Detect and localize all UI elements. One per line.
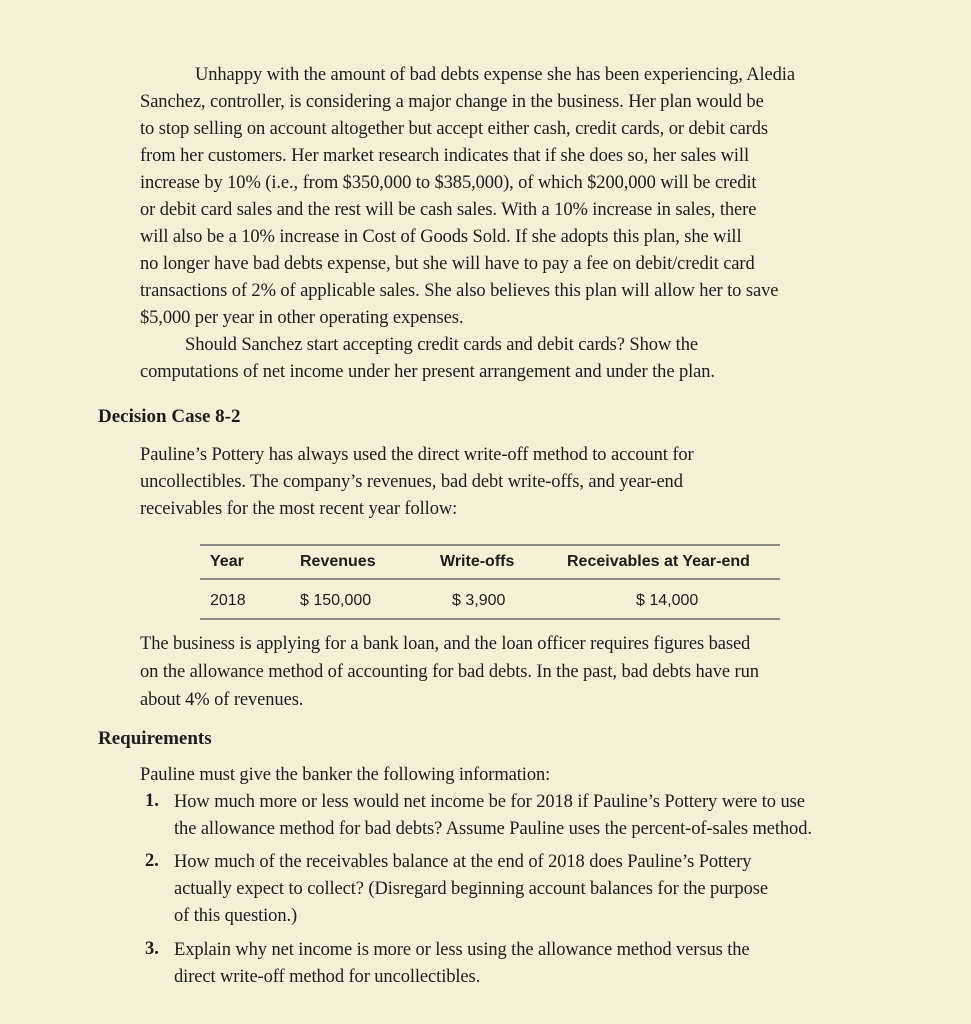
table-cell: $ 150,000 [300,592,372,609]
requirements-intro: Pauline must give the banker the following information: [140,765,551,785]
text-line: no longer have bad debts expense, but she will have to pay a fee on debit/credit card [140,254,755,274]
text-line: transactions of 2% of applicable sales. She also believes this plan will allow her to save [140,281,779,301]
item-number: 2. [145,851,159,871]
text-line: will also be a 10% increase in Cost of Goods Sold. If she adopts this plan, she will [140,227,742,247]
table-header: Year [210,553,244,570]
text-line: $5,000 per year in other operating expenses. [140,308,464,328]
table-header: Revenues [300,553,376,570]
text-line: or debit card sales and the rest will be cash sales. With a 10% increase in sales, there [140,200,757,220]
table-cell: $ 3,900 [452,592,506,609]
text-line: actually expect to collect? (Disregard beginning account balances for the purpose [174,879,768,899]
text-line: Should Sanchez start accepting credit cards and debit cards? Show the [185,335,698,355]
text-line: How much more or less would net income be for 2018 if Pauline’s Pottery were to use [174,792,805,812]
text-line: from her customers. Her market research indicates that if she does so, her sales will [140,146,749,166]
text-line: uncollectibles. The company’s revenues, bad debt write-offs, and year-end [140,472,683,492]
table-cell: $ 14,000 [636,592,699,609]
text-line: Unhappy with the amount of bad debts expense she has been experiencing, Aledia [195,65,795,85]
text-line: to stop selling on account altogether but accept either cash, credit cards, or debit cards [140,119,768,139]
text-line: How much of the receivables balance at the end of 2018 does Pauline’s Pottery [174,852,752,872]
table-header: Receivables at Year-end [567,553,750,570]
text-line: Explain why net income is more or less using the allowance method versus the [174,940,750,960]
text-line: of this question.) [174,906,298,926]
text-line: Pauline’s Pottery has always used the direct write-off method to account for [140,445,694,465]
data-table [200,544,780,620]
item-number: 3. [145,939,159,959]
requirements-heading: Requirements [98,728,212,749]
item-number: 1. [145,791,159,811]
text-line: The business is applying for a bank loan, and the loan officer requires figures based [140,634,751,654]
table-cell: 2018 [210,592,246,609]
case-heading: Decision Case 8-2 [98,406,241,427]
text-line: computations of net income under her present arrangement and under the plan. [140,362,715,382]
text-line: receivables for the most recent year follow: [140,499,458,519]
text-line: the allowance method for bad debts? Assume Pauline uses the percent-of-sales method. [174,819,812,839]
text-line: about 4% of revenues. [140,690,304,710]
text-line: on the allowance method of accounting for bad debts. In the past, bad debts have run [140,662,759,682]
table-header: Write-offs [440,553,515,570]
text-line: Sanchez, controller, is considering a major change in the business. Her plan would be [140,92,764,112]
text-line: increase by 10% (i.e., from $350,000 to $385,000), of which $200,000 will be credit [140,173,757,193]
text-line: direct write-off method for uncollectibles. [174,967,481,987]
